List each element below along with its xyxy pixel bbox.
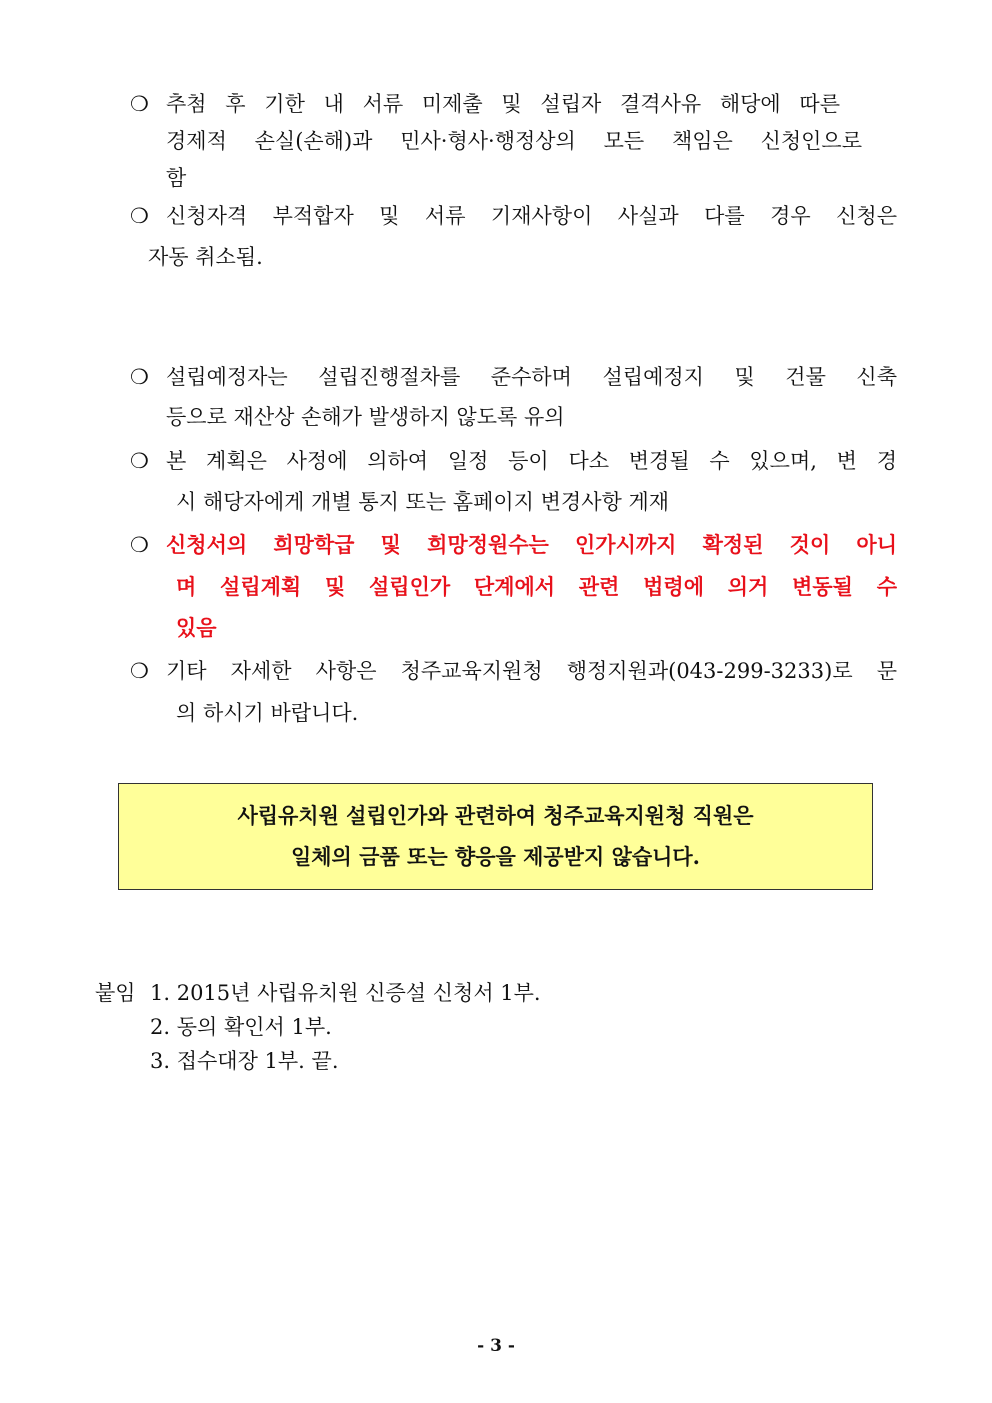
item-1-line-3: 함 [166, 166, 187, 190]
item-4-line-2: 시 해당자에게 개별 통지 또는 홈페이지 변경사항 게재 [176, 490, 670, 514]
item-6-line-2: 의 하시기 바랍니다. [176, 701, 359, 725]
item-5-line-3: 있음 [176, 615, 217, 640]
attachment-item-2: 2. 동의 확인서 1부. [150, 1015, 332, 1039]
attachment-item-1: 1. 2015년 사립유치원 신증설 신청서 1부. [150, 981, 541, 1005]
attachment-item-3: 3. 접수대장 1부. 끝. [150, 1049, 339, 1073]
item-1-line-1: 추첨 후 기한 내 서류 미제출 및 설립자 결격사유 해당에 따른 [166, 92, 840, 116]
attachment-label: 붙임 [95, 981, 136, 1005]
item-5-line-2: 며 설립계획 및 설립인가 단계에서 관련 법령에 의거 변동될 수 [176, 574, 897, 599]
item-2-line-2: 자동 취소됨. [148, 245, 263, 269]
bullet-icon: ❍ [130, 449, 149, 473]
notice-box [118, 783, 873, 890]
bullet-icon: ❍ [130, 533, 149, 557]
notice-line-1: 사립유치원 설립인가와 관련하여 청주교육지원청 직원은 [237, 803, 754, 828]
notice-line-2: 일체의 금품 또는 향응을 제공받지 않습니다. [290, 844, 700, 869]
item-3-line-1: 설립예정자는 설립진행절차를 준수하며 설립예정지 및 건물 신축 [166, 365, 897, 389]
item-3-line-2: 등으로 재산상 손해가 발생하지 않도록 유의 [166, 405, 565, 429]
bullet-icon: ❍ [130, 92, 149, 116]
item-4-line-1: 본 계획은 사정에 의하여 일정 등이 다소 변경될 수 있으며, 변 경 [166, 449, 897, 473]
item-1-line-2: 경제적 손실(손해)과 민사·형사·행정상의 모든 책임은 신청인으로 [166, 129, 862, 153]
item-2-line-1: 신청자격 부적합자 및 서류 기재사항이 사실과 다를 경우 신청은 [166, 204, 897, 228]
item-6-line-1: 기타 자세한 사항은 청주교육지원청 행정지원과(043-299-3233)로 문 [166, 659, 897, 683]
item-5-line-1: 신청서의 희망학급 및 희망정원수는 인가시까지 확정된 것이 아니 [166, 532, 897, 557]
page-number: - 3 - [477, 1336, 515, 1356]
bullet-icon: ❍ [130, 204, 149, 228]
bullet-icon: ❍ [130, 365, 149, 389]
bullet-icon: ❍ [130, 659, 149, 683]
